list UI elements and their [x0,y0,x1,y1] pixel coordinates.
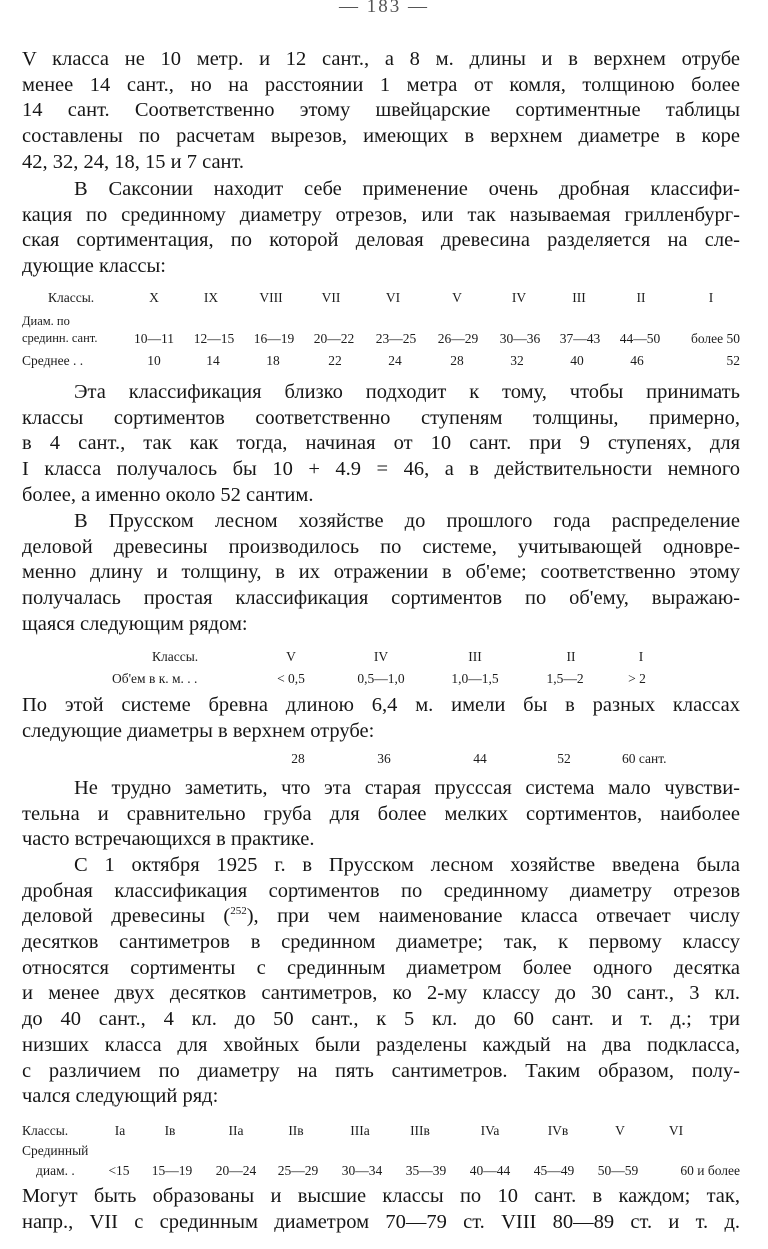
text-line: напр., VII с срединным диаметром 70—79 ст. VIII 80—89 ст. и т. д. [22,1210,740,1233]
text-line: В Саксонии находит себе применение очень дробная классифи- [74,178,740,200]
text-line: С 1 октября 1925 г. в Прусском лесном хозяйстве введена была [74,854,740,876]
text-line: 14 сант. Соответственно этому швейцарские сортиментные таблицы [22,99,740,122]
table-cell: IV [511,290,527,305]
table-cell: 16—19 [253,331,295,346]
text-line: следующие диаметры в верхнем отрубе: [22,719,375,742]
table-saxony-classes [0,290,768,370]
paragraph-old-system-critique [22,776,740,853]
table-cell: VIII [259,290,283,305]
row-label-mean: Среднее . . [22,353,84,368]
text-line: дующие классы: [22,255,166,278]
table-cell: 14 [206,353,220,368]
table-1925-classes [0,1123,768,1183]
page-number: — 183 — [339,0,429,17]
text-fragment: ), при чем наименование класса отвечает числу [246,905,741,928]
text-line: менее 14 сант., но на расстоянии 1 метра от комля, толщиною более [22,73,740,96]
paragraph-saxony [22,177,740,280]
table-cell: II [636,290,646,305]
text-line: с различием по диаметру на пять сантиметров. Таким образом, полу- [22,1059,740,1082]
table-cell: 15—19 [151,1163,193,1178]
table-cell: 25—29 [277,1163,319,1178]
text-line: менно длину и толщину, в их отражении в об'еме; соответственно этому [22,561,740,584]
table-cell: VII [321,290,341,305]
table-cell: III [572,290,586,305]
text-line: дробная классификация сортиментов по срединному диаметру отрезов [22,879,740,902]
table-cell: 44—50 [619,331,661,346]
table-cell: 52 [557,751,571,766]
text-line: в 4 сант., так как тогда, начиная от 10 сант. при 9 ступенях, для [22,432,740,455]
table-cell: 18 [266,353,280,368]
text-line: Не трудно заметить, что эта старая прусссая система мало чувстви- [74,777,740,799]
table-cell: 60 сант. [622,751,667,766]
table-cell: 20—22 [313,331,355,346]
table-cell: 10—11 [134,331,174,346]
text-line: составлены по расчетам вырезов, имеющих в верхнем диаметре в коре [22,125,740,148]
table-cell: 23—25 [375,331,417,346]
table-cell: Iв [164,1123,176,1138]
table-cell: IV [373,649,389,664]
row-label-diameter-unit: срединн. сант. [22,331,98,345]
table-cell: VI [668,1123,684,1138]
text-line: 42, 32, 24, 18, 15 и 7 сант. [22,150,245,173]
table-cell: 20—24 [215,1163,257,1178]
table-cell: < 0,5 [277,671,305,686]
table-prussia-volume [0,649,768,691]
table-cell: III [468,649,482,664]
paragraph-swiss-tables [22,47,740,175]
table-cell: IIa [228,1123,244,1138]
paragraph-higher-classes [22,1184,740,1235]
text-line-with-footnote [22,904,740,930]
text-line: получалась простая классификация сортиментов по об'ему, выражаю- [22,587,740,610]
table-cell: 28 [450,353,464,368]
table-cell: VI [385,290,401,305]
text-line: тельна и сравнительно груба для более мелких сортиментов, наиболее [22,802,740,825]
row-label-diameter-short: диам. . [36,1163,75,1178]
paragraph-prussia-old [22,509,740,637]
text-line: десятков сантиметров в срединном диаметре; так, к первому классу [22,931,740,954]
table-cell: 45—49 [533,1163,575,1178]
text-line: до 40 сант., 4 кл. до 50 сант., к 5 кл. до 60 сант. и т. д.; три [22,1008,740,1031]
table-cell: 26—29 [437,331,479,346]
table-cell: 10 [147,353,161,368]
text-line: кация по срединному диаметру отрезов, или так называемая грилленбург- [22,203,740,226]
text-fragment: деловой древесины ( [22,905,231,928]
row-label-classes: Классы. [22,1123,69,1138]
table-cell: 1,0—1,5 [451,671,499,686]
diameters-row [0,751,768,771]
text-line: относятся сортименты с срединным диаметром более одного десятка [22,956,740,979]
text-line: более, а именно около 52 сантим. [22,483,314,506]
table-cell: 12—15 [193,331,235,346]
table-cell: 0,5—1,0 [357,671,405,686]
text-line: Эта классификация близко подходит к тому, чтобы принимать [74,381,740,403]
table-cell: I [708,290,714,305]
paragraph-classification-note [22,380,740,508]
text-line: деловой древесины производилось по системе, учитывающей одновре- [22,535,740,558]
table-cell: 50—59 [597,1163,639,1178]
paragraph-1925-system [22,853,740,1110]
text-line: часто встречающихся в практике. [22,828,315,851]
table-cell: <15 [108,1163,130,1178]
table-cell: II [566,649,576,664]
table-cell: I [638,649,644,664]
table-cell: IIIa [350,1123,370,1138]
table-cell: 35—39 [405,1163,447,1178]
text-line: ская сортиментация, по которой деловая древесина разделяется на сле- [22,229,740,252]
row-label-diameter: Срединный [22,1143,89,1158]
table-cell: IIIв [410,1123,430,1138]
table-cell: 28 [291,751,305,766]
table-cell: 24 [388,353,402,368]
table-cell: V [286,649,296,664]
table-cell: более 50 [690,331,740,346]
text-line: чался следующий ряд: [22,1085,219,1108]
table-cell: IX [203,290,219,305]
row-label-classes: Классы. [48,290,95,305]
table-cell: 44 [473,751,487,766]
paragraph-log-diameters [22,693,740,744]
row-label-volume: Об'ем в к. м. . . [112,671,198,686]
text-line: Могут быть образованы и высшие классы по 10 сант. в каждом; так, [22,1185,740,1207]
text-line: и менее двух десятков сантиметров, ко 2-му классу до 30 сант., 3 кл. [22,982,740,1005]
row-label-classes: Классы. [152,649,199,664]
table-cell: 30—34 [341,1163,383,1178]
text-line: V класса не 10 метр. и 12 сант., а 8 м. длины и в верхнем отрубе [22,48,740,70]
table-cell: 32 [510,353,524,368]
table-cell: V [615,1123,625,1138]
text-line: щаяся следующим рядом: [22,612,248,635]
row-label-diameter: Диам. по [22,314,70,328]
table-cell: 37—43 [559,331,601,346]
text-line: классы сортиментов соответственно ступеням толщины, примерно, [22,406,740,429]
table-cell: 52 [726,353,740,368]
table-cell: 22 [328,353,342,368]
text-line: низших класса для хвойных были разделены каждый на два подкласса, [22,1033,740,1056]
table-cell: Ia [114,1123,126,1138]
table-cell: > 2 [628,671,646,686]
table-cell: 1,5—2 [546,671,584,686]
table-cell: IVв [547,1123,569,1138]
text-line: По этой системе бревна длиною 6,4 м. имели бы в разных классах [22,694,740,716]
text-line: I класса получалось бы 10 + 4.9 = 46, а в действительности немного [22,458,740,481]
table-cell: 40 [570,353,584,368]
table-cell: X [149,290,159,305]
table-cell: IIв [288,1123,304,1138]
table-cell: 36 [377,751,391,766]
table-cell: 60 и более [680,1163,740,1178]
footnote-ref: 252 [230,905,247,918]
table-cell: V [452,290,462,305]
table-cell: 40—44 [469,1163,511,1178]
table-cell: IVa [480,1123,500,1138]
table-cell: 46 [630,353,644,368]
text-line: В Прусском лесном хозяйстве до прошлого года распределение [74,510,740,532]
table-cell: 30—36 [499,331,541,346]
